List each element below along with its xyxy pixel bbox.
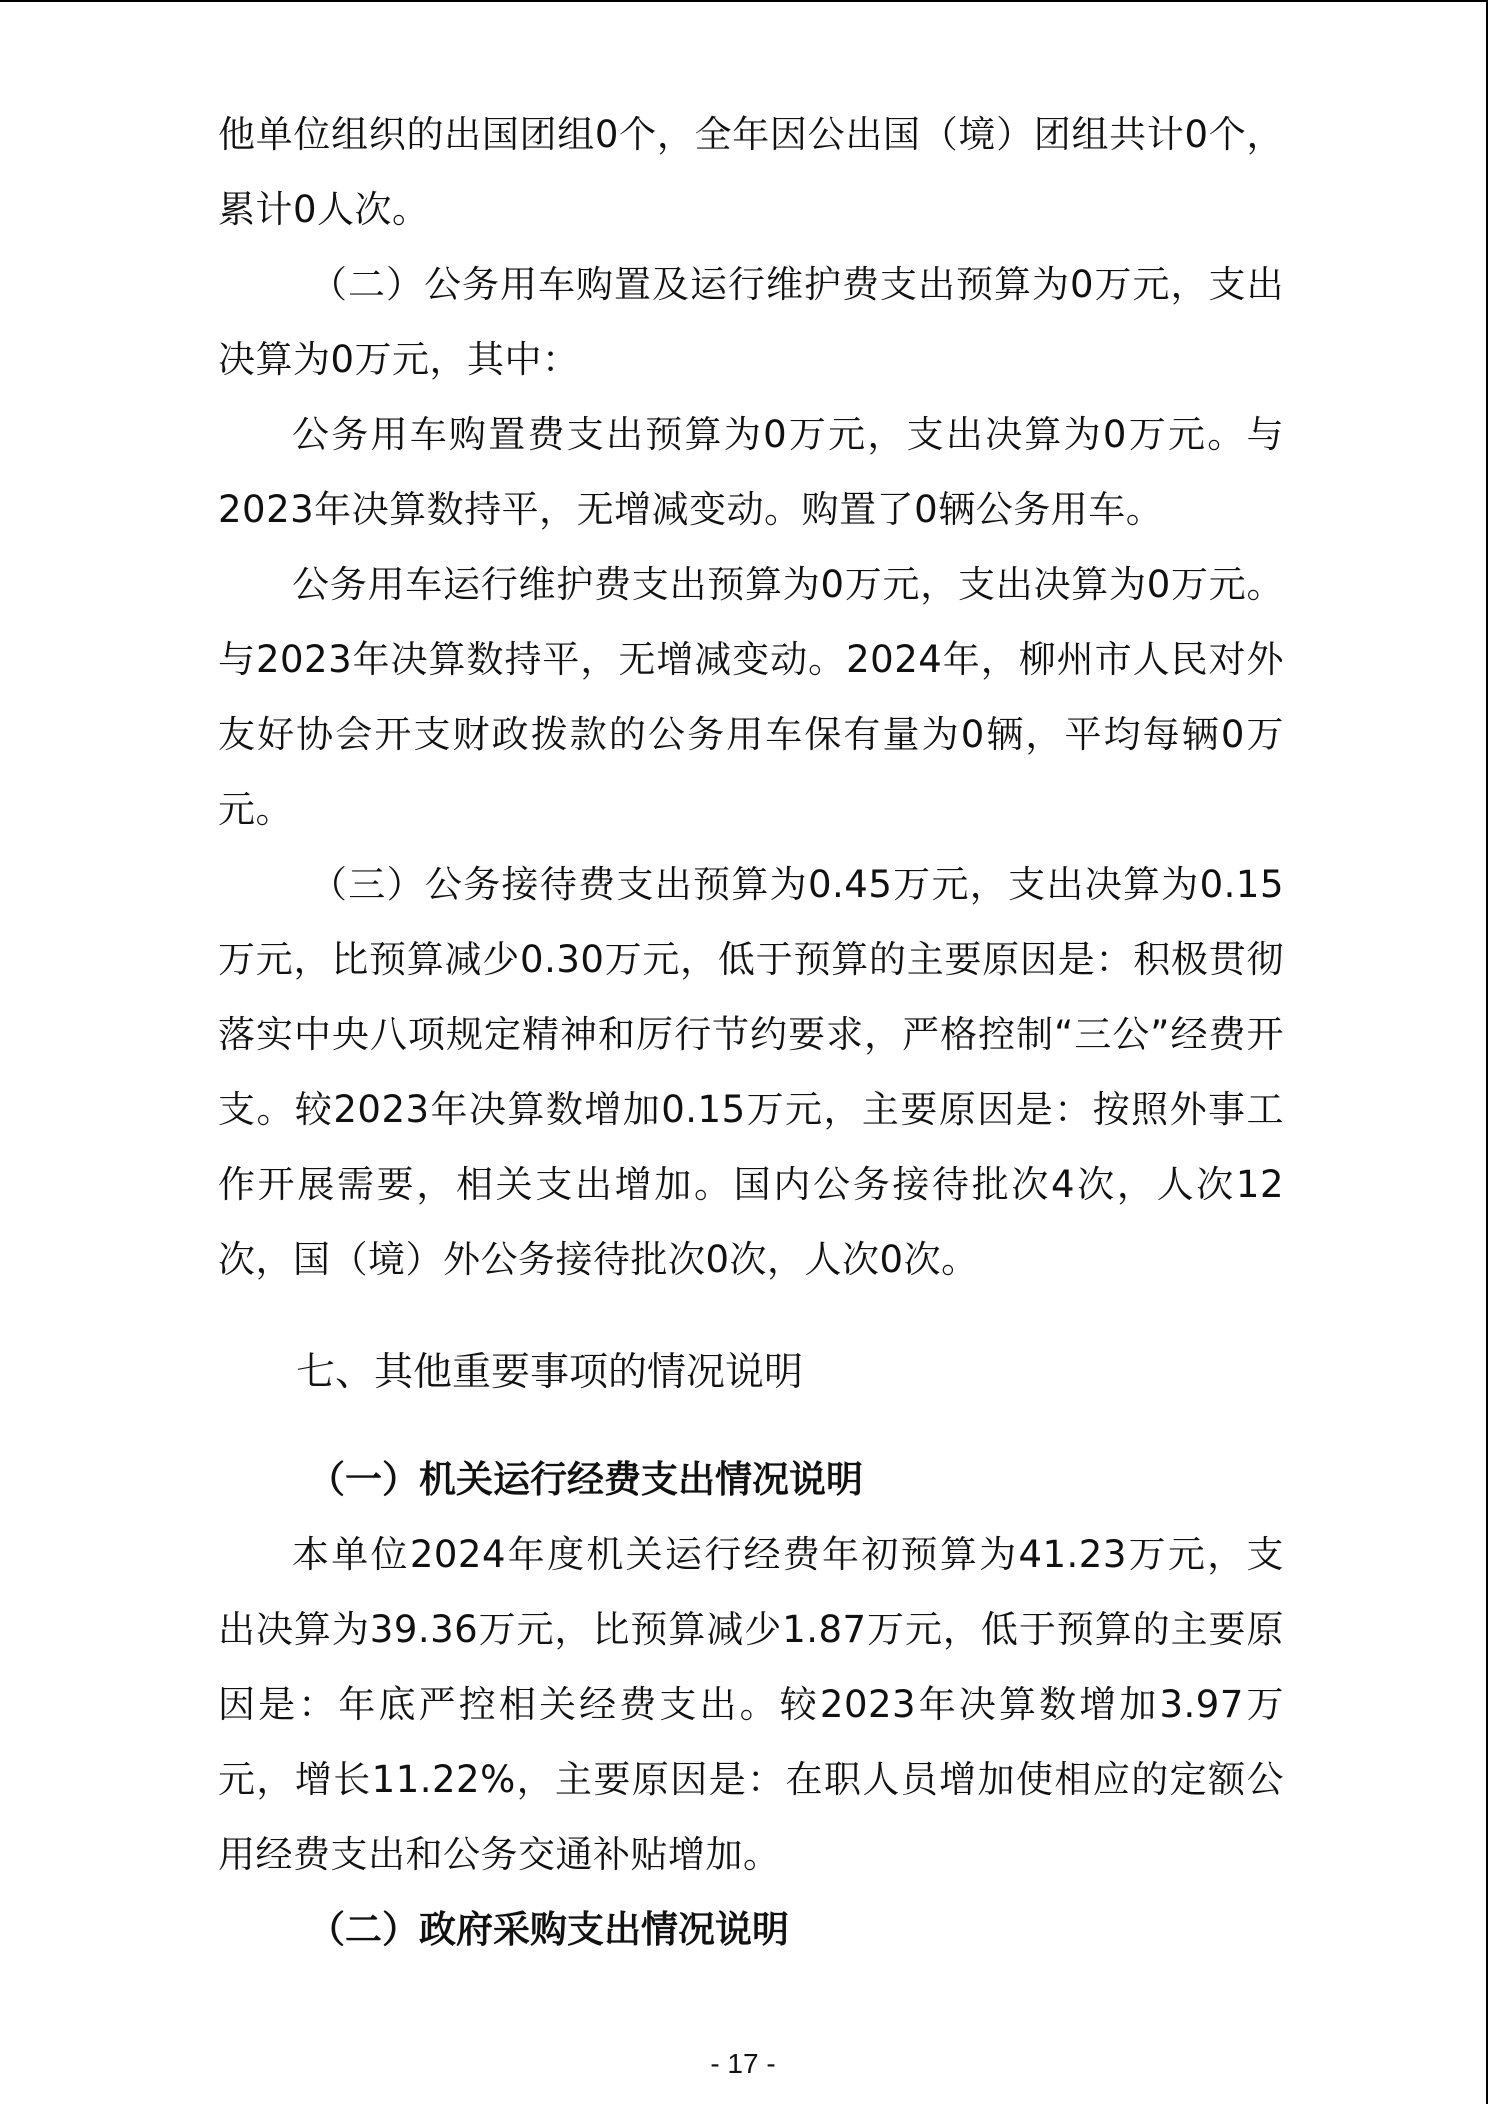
paragraph-outbound-groups: 他单位组织的出国团组0个，全年因公出国（境）团组共计0个，累计0人次。 — [218, 113, 1284, 231]
paragraph-vehicle-purchase: 公务用车购置费支出预算为0万元，支出决算为0万元。与2023年决算数持平，无增减变动。购置了0辆公务用车。 — [218, 413, 1284, 531]
page-number: - 17 - — [710, 2048, 776, 2079]
paragraph-vehicle-summary: （二）公务用车购置及运行维护费支出预算为0万元，支出决算为0万元，其中： — [218, 263, 1284, 381]
document-body — [218, 97, 1284, 1967]
section-heading-other-matters: 七、其他重要事项的情况说明 — [296, 1350, 804, 1395]
subheading-government-procurement: （二）政府采购支出情况说明 — [308, 1908, 789, 1951]
paragraph-reception-expense: （三）公务接待费支出预算为0.45万元，支出决算为0.15万元，比预算减少0.30万元，低于预算的主要原因是：积极贯彻落实中央八项规定精神和厉行节约要求，严格控制“三公”经费开支。较2023年决算数增加0.15万元，主要原因是：按照外事工作开展需要，相关支出增加。国内公务接待批次4次，人次12次，国（境）外公务接待批次0次，人次0次。 — [218, 863, 1284, 1281]
paragraph-vehicle-maintenance: 公务用车运行维护费支出预算为0万元，支出决算为0万元。与2023年决算数持平，无增减变动。2024年，柳州市人民对外友好协会开支财政拨款的公务用车保有量为0辆，平均每辆0万元。 — [218, 563, 1284, 831]
paragraph-operating-expense: 本单位2024年度机关运行经费年初预算为41.23万元，支出决算为39.36万元，比预算减少1.87万元，低于预算的主要原因是：年底严控相关经费支出。较2023年决算数增加3.97万元，增长11.22%，主要原因是：在职人员增加使相应的定额公用经费支出和公务交通补贴增加。 — [218, 1533, 1284, 1876]
subheading-operating-expense: （一）机关运行经费支出情况说明 — [308, 1458, 863, 1501]
